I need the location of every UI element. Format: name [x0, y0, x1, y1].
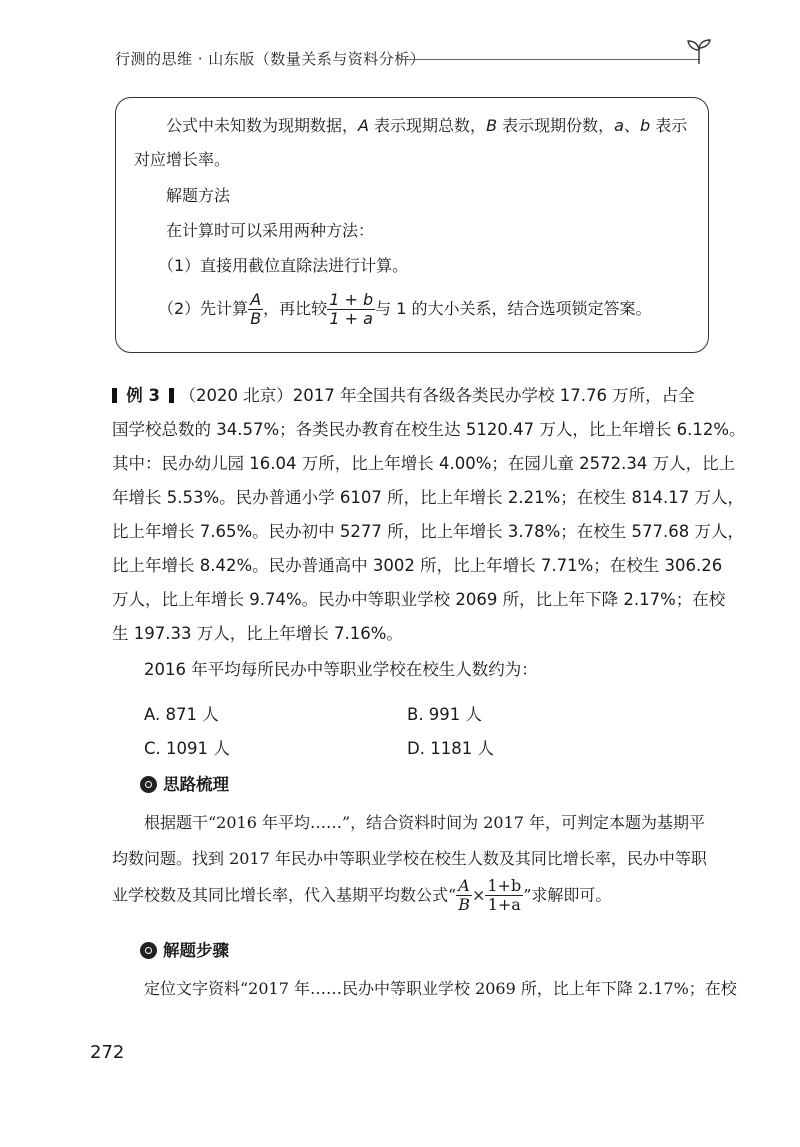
- example-line-7: 万人，比上年增长 9.74%。民办中等职业学校 2069 所，比上年下降 2.17%；在校: [112, 590, 726, 609]
- question-text: 2016 年平均每所民办中等职业学校在校生人数约为：: [144, 660, 538, 679]
- option-b: B. 991 人: [407, 705, 483, 724]
- example-line-8: 生 197.33 万人，比上年增长 7.16%。: [112, 624, 403, 643]
- formula-box: [115, 97, 709, 353]
- method-title: 解题方法: [166, 186, 231, 205]
- formula-fraction-growth: $\frac{1+b}{1+a}$: [487, 876, 522, 914]
- analysis-heading: 思路梳理: [140, 771, 229, 795]
- running-header: 行测的思维 · 山东版（数量关系与资料分析）: [115, 50, 426, 68]
- analysis-line-2: 均数问题。找到 2017 年民办中等职业学校在校生人数及其同比增长率，民办中等职: [112, 849, 707, 868]
- box-line-2: 对应增长率。: [134, 150, 231, 169]
- method-2: （2）先计算 $\frac{A}{B}$ ，再比较 $\frac{1 + b}{1 + a}$ 与 1 的大小关系，结合选项锁定答案。: [158, 290, 652, 328]
- example-line-6: 比上年增长 8.42%。民办普通高中 3002 所，比上年增长 7.71%；在校生 306.26: [112, 556, 723, 575]
- steps-icon: [140, 942, 157, 959]
- method-intro: 在计算时可以采用两种方法：: [166, 221, 375, 240]
- formula-fraction-a-b: $\frac{A}{B}$: [458, 876, 470, 914]
- example-text: （2020 北京）2017 年全国共有各级各类民办学校 17.76 万所，占全: [179, 386, 695, 405]
- sprout-icon: [684, 36, 714, 66]
- header-rule: [400, 59, 700, 60]
- steps-heading: 解题步骤: [140, 937, 229, 961]
- steps-line-1: 定位文字资料“2017 年……民办中等职业学校 2069 所，比上年下降 2.17%；在校: [144, 979, 737, 998]
- example-line-2: 国学校总数的 34.57%；各类民办教育在校生达 5120.47 万人，比上年增长 6.12%。: [112, 420, 746, 439]
- example-line-4: 年增长 5.53%。民办普通小学 6107 所，比上年增长 2.21%；在校生 814.17 万人，: [112, 488, 745, 507]
- option-d: D. 1181 人: [407, 739, 494, 758]
- option-c: C. 1091 人: [144, 739, 230, 758]
- example-line-5: 比上年增长 7.65%。民办初中 5277 所，比上年增长 3.78%；在校生 577.68 万人，: [112, 522, 745, 541]
- example-line-1: [112, 386, 695, 406]
- example-bracket-right: [169, 388, 174, 403]
- idea-icon: [140, 776, 157, 793]
- example-bracket-left: [112, 388, 117, 403]
- fraction-growth-ratio: $\frac{1 + b}{1 + a}$: [329, 290, 374, 328]
- method-1: （1）直接用截位直除法进行计算。: [158, 256, 409, 275]
- page-number: 272: [90, 1042, 125, 1063]
- analysis-line-3: 业学校数及其同比增长率，代入基期平均数公式“ $\frac{A}{B}$ × $\frac{1+b}{1+a}$ ”求解即可。: [112, 876, 612, 914]
- option-a: A. 871 人: [144, 705, 219, 724]
- analysis-line-1: 根据题干“2016 年平均……”，结合资料时间为 2017 年，可判定本题为基期平: [144, 813, 706, 832]
- fraction-a-over-b: $\frac{A}{B}$: [250, 290, 262, 328]
- box-line-1: 公式中未知数为现期数据，A 表示现期总数，B 表示现期份数，a、b 表示: [166, 116, 688, 135]
- example-line-3: 其中：民办幼儿园 16.04 万所，比上年增长 4.00%；在园儿童 2572.34 万人，比上: [112, 454, 736, 473]
- example-label: 例 3: [126, 386, 160, 405]
